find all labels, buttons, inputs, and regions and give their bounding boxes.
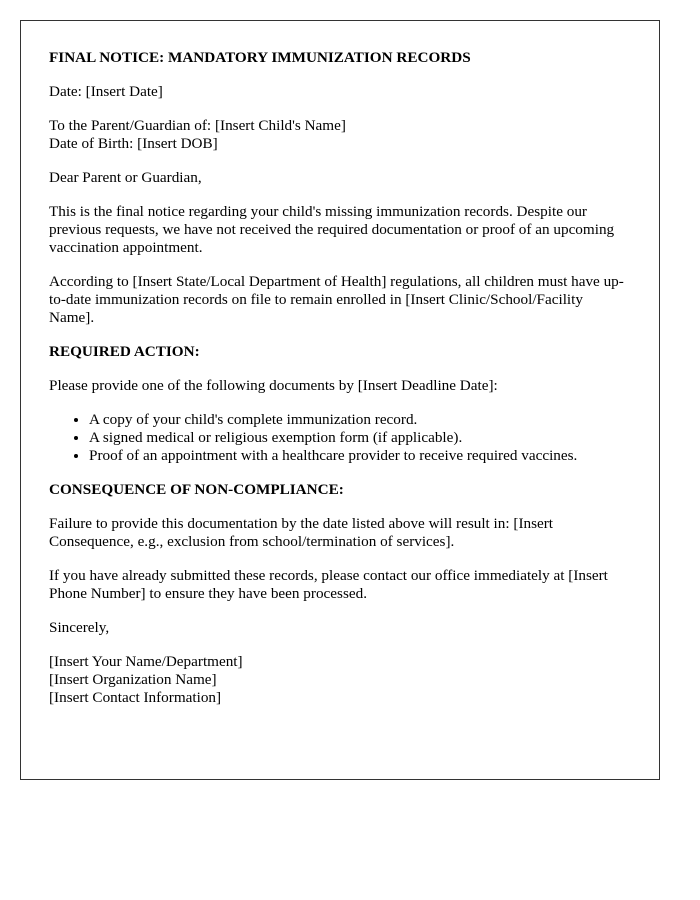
list-item: • Proof of an appointment with a healthcare provider to receive required vaccines. [89, 447, 631, 465]
signature-name: [Insert Your Name/Department] [49, 653, 243, 670]
consequence-heading: CONSEQUENCE OF NON-COMPLIANCE: [49, 481, 344, 498]
list-item: • A signed medical or religious exemption form (if applicable). [89, 429, 631, 447]
signature-block [49, 653, 631, 707]
letter-page [20, 20, 660, 780]
consequence-text: Failure to provide this documentation by the date listed above will result in: [Insert Consequence, e.g., exclusion from school/termination of services]. [49, 515, 554, 550]
salutation: Dear Parent or Guardian, [49, 169, 202, 186]
closing: Sincerely, [49, 619, 110, 636]
body-paragraph-notice: This is the final notice regarding your child's missing immunization records. Despite our previous requests, we have not received the required documentation or proof of an upcoming vaccination appointment. [49, 203, 615, 256]
recipient-block [49, 117, 631, 153]
letter-title: FINAL NOTICE: MANDATORY IMMUNIZATION RECORDS [49, 49, 471, 66]
body-paragraph-regulations: According to [Insert State/Local Department of Health] regulations, all children must have up-to-date immunization records on file to remain enrolled in [Insert Clinic/School/Facility Name]. [49, 273, 624, 326]
recipient-dob-line: Date of Birth: [Insert DOB] [49, 135, 218, 152]
recipient-to-line: To the Parent/Guardian of: [Insert Child's Name] [49, 117, 346, 134]
date-line: Date: [Insert Date] [49, 83, 163, 100]
contact-paragraph: If you have already submitted these records, please contact our office immediately at [Insert Phone Number] to ensure they have been processed. [49, 567, 608, 602]
signature-contact: [Insert Contact Information] [49, 689, 222, 706]
signature-organization: [Insert Organization Name] [49, 671, 217, 688]
required-documents-list [49, 411, 631, 465]
required-action-intro: Please provide one of the following documents by [Insert Deadline Date]: [49, 377, 498, 394]
required-action-heading: REQUIRED ACTION: [49, 343, 200, 360]
list-item: • A copy of your child's complete immunization record. [89, 411, 631, 429]
